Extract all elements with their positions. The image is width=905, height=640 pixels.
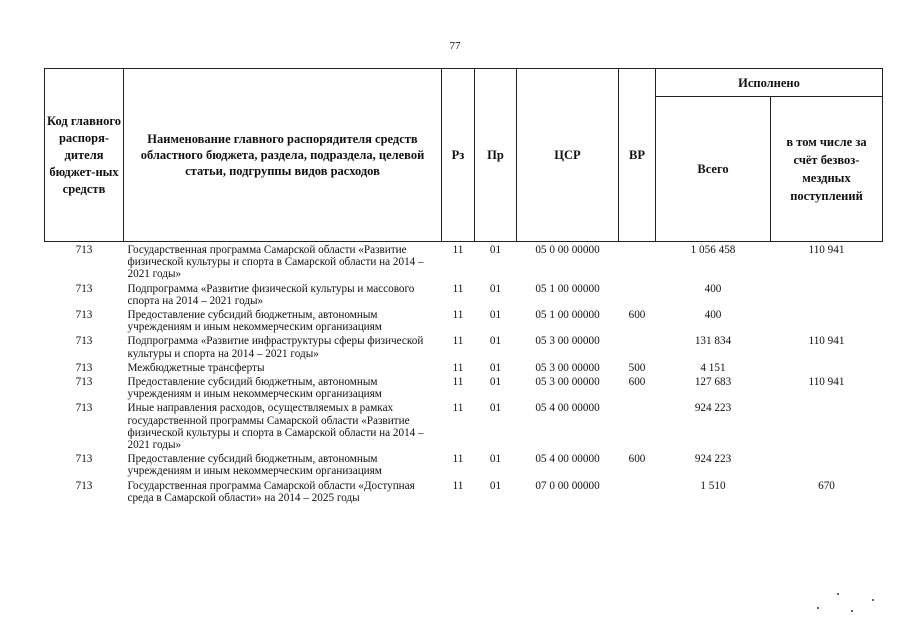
table-row <box>45 335 883 361</box>
cell-rz: 11 <box>452 376 464 389</box>
cell-pr: 01 <box>489 402 502 415</box>
cell-pr: 01 <box>489 361 502 374</box>
cell-name: Предоставление субсидий бюджетным, автономным учреждениям и иным некоммерческим организациям <box>127 309 382 334</box>
cell-name: Предоставление субсидий бюджетным, автономным учреждениям и иным некоммерческим организациям <box>127 376 382 401</box>
table-row <box>45 242 883 283</box>
cell-rz: 11 <box>452 335 464 348</box>
cell-bezvozm: 110 941 <box>808 244 845 256</box>
header-bezvozm: в том числе за счёт безвоз-мездных поступлений <box>771 97 883 242</box>
cell-bezvozm: 110 941 <box>808 376 845 389</box>
cell-rz: 11 <box>452 361 464 374</box>
cell-kod: 713 <box>75 361 93 374</box>
cell-pr: 01 <box>489 244 502 256</box>
table-row <box>45 283 883 309</box>
cell-pr: 01 <box>489 376 502 389</box>
cell-kod: 713 <box>75 402 93 415</box>
cell-rz: 11 <box>452 479 464 492</box>
cell-name: Межбюджетные трансферты <box>127 361 265 374</box>
cell-pr: 01 <box>489 282 502 295</box>
cell-bezvozm <box>771 453 883 479</box>
table-row <box>45 402 883 453</box>
cell-pr: 01 <box>489 309 502 322</box>
cell-kod: 713 <box>75 244 93 256</box>
cell-bezvozm <box>771 402 883 453</box>
scan-speck <box>837 593 839 595</box>
cell-csr: 05 3 00 00000 <box>535 335 600 348</box>
cell-name: Предоставление субсидий бюджетным, автономным учреждениям и иным некоммерческим организациям <box>127 453 382 478</box>
cell-vsego: 4 151 <box>700 361 726 374</box>
cell-vsego: 131 834 <box>694 335 732 348</box>
cell-kod: 713 <box>75 479 93 492</box>
cell-bezvozm: 670 <box>818 479 835 492</box>
cell-bezvozm: 110 941 <box>808 335 845 348</box>
header-vsego: Всего <box>656 97 771 242</box>
cell-csr: 05 3 00 00000 <box>535 376 600 389</box>
cell-vsego: 400 <box>704 309 722 322</box>
cell-pr: 01 <box>489 453 502 466</box>
cell-bezvozm <box>771 362 883 376</box>
cell-csr: 05 1 00 00000 <box>535 282 600 295</box>
cell-vsego: 400 <box>704 282 722 295</box>
cell-rz: 11 <box>452 453 464 466</box>
cell-csr: 05 1 00 00000 <box>535 309 600 322</box>
cell-vr: 600 <box>628 309 646 322</box>
cell-rz: 11 <box>452 402 464 415</box>
cell-vr: 600 <box>628 453 646 466</box>
cell-csr: 05 3 00 00000 <box>535 361 600 374</box>
cell-csr: 05 4 00 00000 <box>535 453 600 466</box>
cell-kod: 713 <box>75 335 93 348</box>
cell-vr <box>619 480 656 506</box>
cell-csr: 07 0 00 00000 <box>535 479 600 492</box>
header-name: Наименование главного распорядителя средств областного бюджета, раздела, подраздела, целевой статьи, подгруппы видов расходов <box>124 69 442 242</box>
cell-rz: 11 <box>452 282 464 295</box>
cell-vsego: 924 223 <box>694 402 732 415</box>
cell-vr: 500 <box>628 361 646 374</box>
cell-kod: 713 <box>75 309 93 322</box>
table-row <box>45 480 883 506</box>
cell-rz: 11 <box>452 309 464 322</box>
scan-speck <box>817 607 819 609</box>
cell-pr: 01 <box>489 335 502 348</box>
cell-name: Иные направления расходов, осуществляемых в рамках государственной программы Самарской области «Развитие физической культуры и спорта в Самарской области на 2014 – 2021 годы» <box>127 402 424 452</box>
cell-name: Государственная программа Самарской области «Развитие физической культуры и спорта в Самарской области на 2014 – 2021 годы» <box>127 244 424 281</box>
cell-vr <box>619 335 656 361</box>
cell-kod: 713 <box>75 282 93 295</box>
scan-speck <box>851 610 853 612</box>
cell-vr <box>619 402 656 453</box>
header-csr: ЦСР <box>517 69 619 242</box>
cell-pr: 01 <box>489 479 502 492</box>
budget-table <box>44 68 883 506</box>
header-pr: Пр <box>475 69 517 242</box>
header-rz: Рз <box>442 69 475 242</box>
header-kod: Код главного распоря-дителя бюджет-ных средств <box>45 69 124 242</box>
table-row <box>45 453 883 479</box>
table-row <box>45 309 883 335</box>
header-vr: ВР <box>619 69 656 242</box>
cell-vsego: 924 223 <box>694 453 732 466</box>
cell-vr <box>619 283 656 309</box>
scan-speck <box>872 599 874 601</box>
cell-kod: 713 <box>75 376 93 389</box>
cell-name: Государственная программа Самарской области «Доступная среда в Самарской области» на 2014 – 2025 годы <box>127 479 415 504</box>
cell-vsego: 1 510 <box>700 479 726 492</box>
cell-csr: 05 4 00 00000 <box>535 402 600 415</box>
cell-vsego: 1 056 458 <box>690 244 736 256</box>
cell-bezvozm <box>771 283 883 309</box>
table-row <box>45 376 883 402</box>
cell-vsego: 127 683 <box>694 376 732 389</box>
cell-vr: 600 <box>628 376 646 389</box>
cell-kod: 713 <box>75 453 93 466</box>
cell-csr: 05 0 00 00000 <box>535 244 600 256</box>
table-row <box>45 362 883 376</box>
cell-name: Подпрограмма «Развитие инфраструктуры сферы физической культуры и спорта на 2014 – 2021 годы» <box>127 335 424 360</box>
cell-name: Подпрограмма «Развитие физической культуры и массового спорта на 2014 – 2021 годы» <box>127 282 415 307</box>
cell-rz: 11 <box>452 244 464 256</box>
cell-bezvozm <box>771 309 883 335</box>
page-number: 77 <box>449 40 461 52</box>
header-ispolneno: Исполнено <box>656 69 883 97</box>
cell-vr <box>619 242 656 283</box>
